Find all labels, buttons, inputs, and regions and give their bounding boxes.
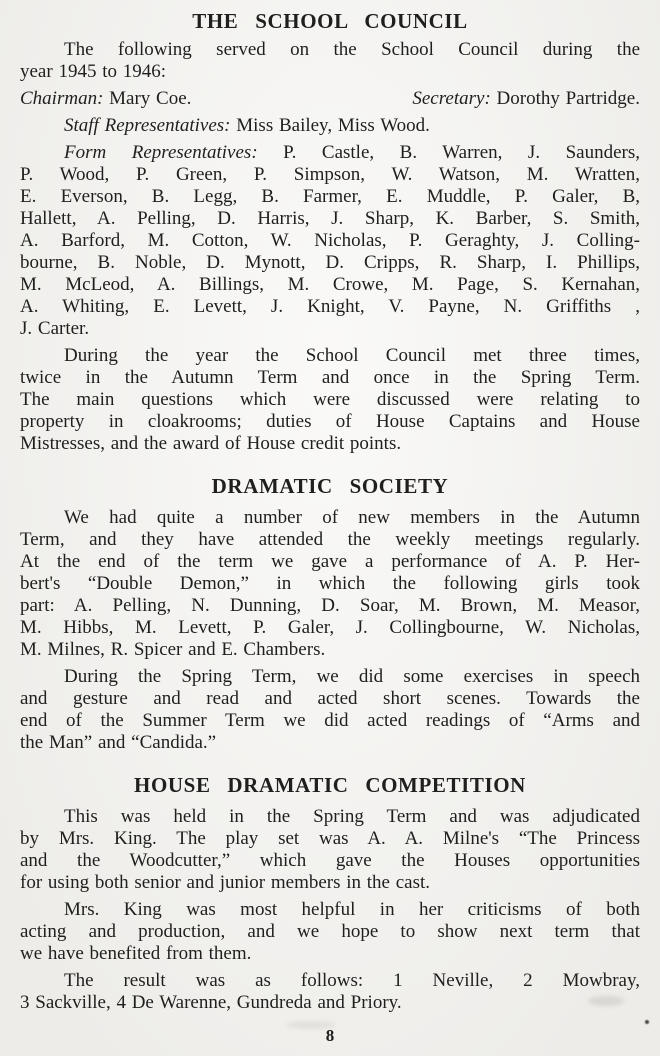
section-dramatic-society — [20, 473, 640, 754]
paragraph — [20, 115, 640, 137]
text-line: and the Woodcutter,” which gave the Houses opportunities — [20, 850, 640, 871]
section-heading-house-dramatic-competition: HOUSE DRAMATIC COMPETITION — [134, 773, 526, 797]
text-line: Term, and they have attended the weekly meetings regularly. — [20, 529, 640, 550]
text-line: E. Everson, B. Legg, B. Farmer, E. Muddle, P. Galer, B, — [20, 186, 640, 207]
text-line: J. Carter. — [20, 318, 90, 339]
paragraph — [20, 806, 640, 894]
text-line: We had quite a number of new members in the Autumn — [64, 507, 640, 528]
text-line: During the Spring Term, we did some exercises in speech — [64, 666, 640, 687]
text-line: The result was as follows: 1 Neville, 2 Mowbray, — [64, 970, 640, 991]
text-line: bert's “Double Demon,” in which the following girls took — [20, 573, 640, 594]
section-heading-dramatic-society: DRAMATIC SOCIETY — [211, 474, 449, 498]
paragraph — [20, 142, 640, 340]
text-line: At the end of the term we gave a performance of A. P. Her- — [20, 551, 640, 572]
paragraph — [20, 899, 640, 965]
text-line: 3 Sackville, 4 De Warenne, Gundreda and Priory. — [20, 992, 402, 1013]
text-line: Mrs. King was most helpful in her criticisms of both — [64, 899, 640, 920]
text-line: M. Hibbs, M. Levett, P. Galer, J. Collingbourne, W. Nicholas, — [20, 617, 640, 638]
section-body — [20, 39, 640, 455]
section-school-council — [20, 8, 640, 455]
split-text-line — [20, 88, 640, 110]
paragraph — [20, 970, 640, 1014]
text-line: M. Milnes, R. Spicer and E. Chambers. — [20, 639, 326, 660]
section-body — [20, 507, 640, 754]
text-line: The main questions which were discussed were relating to — [20, 389, 640, 410]
paragraph — [20, 39, 640, 83]
text-line: year 1945 to 1946: — [20, 61, 167, 82]
section-body — [20, 806, 640, 1014]
text-line: The following served on the School Council during the — [64, 39, 640, 60]
scan-speck — [645, 1020, 649, 1024]
text-line: we have benefited from them. — [20, 943, 252, 964]
text-line: A. Barford, M. Cotton, W. Nicholas, P. Geraghty, J. Colling- — [20, 230, 640, 251]
text-line: M. McLeod, A. Billings, M. Crowe, M. Page, S. Kernahan, — [20, 274, 640, 295]
paragraph — [20, 666, 640, 754]
text-line: twice in the Autumn Term and once in the Spring Term. — [20, 367, 640, 388]
text-line: for using both senior and junior members in the cast. — [20, 872, 431, 893]
paragraph — [20, 88, 640, 110]
text-line: Form Representatives: P. Castle, B. Warren, J. Saunders, — [64, 142, 640, 163]
text-line: and gesture and read and acted short scenes. Towards the — [20, 688, 640, 709]
line-right: Secretary: Dorothy Partridge. — [412, 88, 640, 109]
text-line: Hallett, A. Pelling, D. Harris, J. Sharp, K. Barber, S. Smith, — [20, 208, 640, 229]
paragraph — [20, 345, 640, 455]
text-line: During the year the School Council met three times, — [64, 345, 640, 366]
line-left: Chairman: Mary Coe. — [20, 88, 192, 109]
text-line: P. Wood, P. Green, P. Simpson, W. Watson, M. Wratten, — [20, 164, 640, 185]
text-line: the Man” and “Candida.” — [20, 732, 217, 753]
text-line: by Mrs. King. The play set was A. A. Milne's “The Princess — [20, 828, 640, 849]
text-line: Mistresses, and the award of House credit points. — [20, 433, 402, 454]
text-line: A. Whiting, E. Levett, J. Knight, V. Payne, N. Griffiths , — [20, 296, 640, 317]
text-line: acting and production, and we hope to show next term that — [20, 921, 640, 942]
page-number: 8 — [325, 1026, 335, 1045]
text-line: part: A. Pelling, N. Dunning, D. Soar, M. Brown, M. Measor, — [20, 595, 640, 616]
section-house-dramatic-competition — [20, 772, 640, 1014]
section-heading-school-council: THE SCHOOL COUNCIL — [192, 9, 468, 33]
paragraph — [20, 507, 640, 661]
text-line: property in cloakrooms; duties of House Captains and House — [20, 411, 640, 432]
text-line: end of the Summer Term we did acted readings of “Arms and — [20, 710, 640, 731]
text-line: bourne, B. Noble, D. Mynott, D. Cripps, R. Sharp, I. Phillips, — [20, 252, 640, 273]
text-line: This was held in the Spring Term and was adjudicated — [64, 806, 640, 827]
text-line: Staff Representatives: Miss Bailey, Miss Wood. — [64, 115, 430, 136]
